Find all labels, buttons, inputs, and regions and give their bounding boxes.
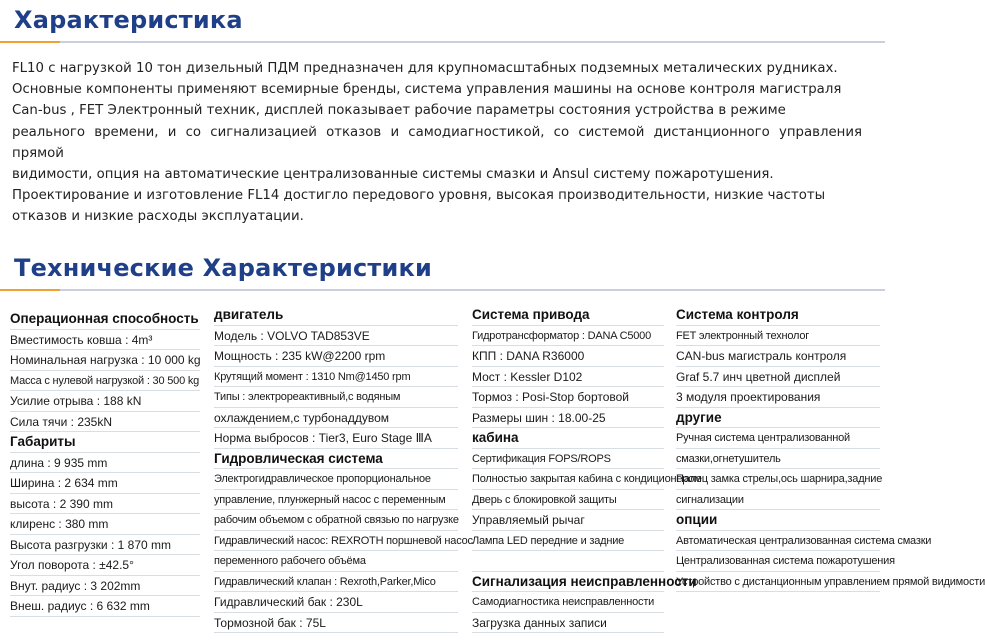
spec-row: клиренс : 380 mm bbox=[10, 514, 200, 535]
spec-column-engine bbox=[214, 305, 473, 633]
spec-row: Мощность : 235 kW@2200 rpm bbox=[214, 346, 458, 367]
spec-group-heading: Операционная способность bbox=[10, 309, 200, 330]
spec-column-control bbox=[676, 305, 985, 592]
spec-row: Ширина : 2 634 mm bbox=[10, 473, 200, 494]
spec-group-heading: опции bbox=[676, 510, 880, 531]
title-underline bbox=[0, 289, 885, 291]
spec-row: Дверь с блокировкой защиты bbox=[472, 490, 664, 511]
intro-line: реального времени, и со сигнализацией отказов и самодиагностикой, со системой дистанционного управления прямой bbox=[12, 124, 862, 161]
spec-row: Управляемый рычаг bbox=[472, 510, 664, 531]
intro-line: FL10 с нагрузкой 10 тон дизельный ПДМ предназначен для крупномасштабных подземных металических рудниках. bbox=[12, 61, 838, 76]
spec-row: Гидротрансформатор : DANA C5000 bbox=[472, 326, 664, 347]
spec-row: Централизованная система пожаротушения bbox=[676, 551, 880, 572]
intro-line: отказов и низкие расходы эксплуатации. bbox=[12, 209, 304, 225]
spec-row: Размеры шин : 18.00-25 bbox=[472, 408, 664, 429]
spec-row: Гидравлический насос: REXROTH поршневой насос bbox=[214, 531, 458, 552]
section-title-characteristics: Характеристика bbox=[14, 6, 243, 34]
spec-row: Гидравлический бак : 230L bbox=[214, 592, 458, 613]
spec-row: Graf 5.7 инч цветной дисплей bbox=[676, 367, 880, 388]
spec-row: Номинальная нагрузка : 10 000 kg bbox=[10, 350, 200, 371]
spec-row: Автоматическая централизованная система смазки bbox=[676, 531, 880, 552]
spec-row: сигнализации bbox=[676, 490, 880, 511]
spec-row: смазки,огнетушитель bbox=[676, 449, 880, 470]
spec-row: КПП : DANA R36000 bbox=[472, 346, 664, 367]
spec-row: Усилие отрыва : 188 kN bbox=[10, 391, 200, 412]
spec-row: высота : 2 390 mm bbox=[10, 494, 200, 515]
spec-row: Лампа LED передние и задние bbox=[472, 531, 664, 552]
spec-row: Тормоз : Posi-Stop бортовой bbox=[472, 387, 664, 408]
spec-row: охлаждением,с турбонаддувом bbox=[214, 408, 458, 429]
intro-line: Проектирование и изготовление FL14 достигло передового уровня, высокая производительности, низкие частоты bbox=[12, 188, 826, 204]
spec-row: Крутящий момент : 1310 Nm@1450 rpm bbox=[214, 367, 458, 388]
spec-row: управление, плунжерный насос с переменным bbox=[214, 490, 458, 511]
spec-row: Электрогидравлическое пропорциональное bbox=[214, 469, 458, 490]
spec-row: Типы : электрореактивный,с водяным bbox=[214, 387, 458, 408]
spec-row: Высота разгрузки : 1 870 mm bbox=[10, 535, 200, 556]
spec-row: Полностью закрытая кабина с кондиционером bbox=[472, 469, 664, 490]
intro-line: видимости, опция на автоматические централизованные системы смазки и Ansul систему пожаротушения. bbox=[12, 167, 774, 183]
spec-row: Вместимость ковша : 4m³ bbox=[10, 330, 200, 351]
spec-group-heading: другие bbox=[676, 408, 880, 429]
spec-row bbox=[472, 551, 664, 572]
spec-group-heading: Сигнализация неисправленности bbox=[472, 572, 664, 593]
spec-row: Угол поворота : ±42.5° bbox=[10, 555, 200, 576]
spec-row: переменного рабочего объёма bbox=[214, 551, 458, 572]
spec-row: Модель : VOLVO TAD853VE bbox=[214, 326, 458, 347]
spec-group-heading: кабина bbox=[472, 428, 664, 449]
spec-group-heading: Система привода bbox=[472, 305, 664, 326]
spec-row: Самодиагностика неисправленности bbox=[472, 592, 664, 613]
section-title-specs: Технические Характеристики bbox=[14, 254, 433, 282]
spec-group-heading: Гидровлическая система bbox=[214, 449, 458, 470]
spec-row: Тормозной бак : 75L bbox=[214, 613, 458, 634]
spec-row: Загрузка данных записи bbox=[472, 613, 664, 634]
spec-row: рабочим объемом с обратной связью по нагрузке bbox=[214, 510, 458, 531]
spec-row: CAN-bus магистраль контроля bbox=[676, 346, 880, 367]
spec-group-heading: Система контроля bbox=[676, 305, 880, 326]
spec-row: Устройство с дистанционным управлением прямой видимости bbox=[676, 572, 880, 593]
spec-row: Мост : Kessler D102 bbox=[472, 367, 664, 388]
title-underline bbox=[0, 41, 885, 43]
spec-row: Внут. радиус : 3 202mm bbox=[10, 576, 200, 597]
spec-row: Масса с нулевой нагрузкой : 30 500 kg bbox=[10, 371, 200, 392]
spec-row: FET электронный технолог bbox=[676, 326, 880, 347]
spec-row: длина : 9 935 mm bbox=[10, 453, 200, 474]
spec-row: Норма выбросов : Tier3, Euro Stage ⅢA bbox=[214, 428, 458, 449]
intro-paragraph bbox=[12, 58, 862, 228]
spec-column-operational bbox=[10, 309, 200, 617]
spec-group-heading: двигатель bbox=[214, 305, 458, 326]
spec-row: Палец замка стрелы,ось шарнира,задние bbox=[676, 469, 880, 490]
intro-line: Can-bus , FET Электронный техник, дисплей показывает рабочие параметры состояния устройства в режиме bbox=[12, 103, 786, 119]
spec-row: Ручная система централизованной bbox=[676, 428, 880, 449]
spec-row: Внеш. радиус : 6 632 mm bbox=[10, 596, 200, 617]
intro-line: Основные компоненты применяют всемирные бренды, система управления машины на основе контроля магистраля bbox=[12, 82, 842, 98]
spec-group-heading: Габариты bbox=[10, 432, 200, 453]
spec-row: 3 модуля проектирования bbox=[676, 387, 880, 408]
spec-row: Сертификация FOPS/ROPS bbox=[472, 449, 664, 470]
spec-row: Сила тячи : 235kN bbox=[10, 412, 200, 433]
spec-row: Гидравлический клапан : Rexroth,Parker,Mico bbox=[214, 572, 458, 593]
